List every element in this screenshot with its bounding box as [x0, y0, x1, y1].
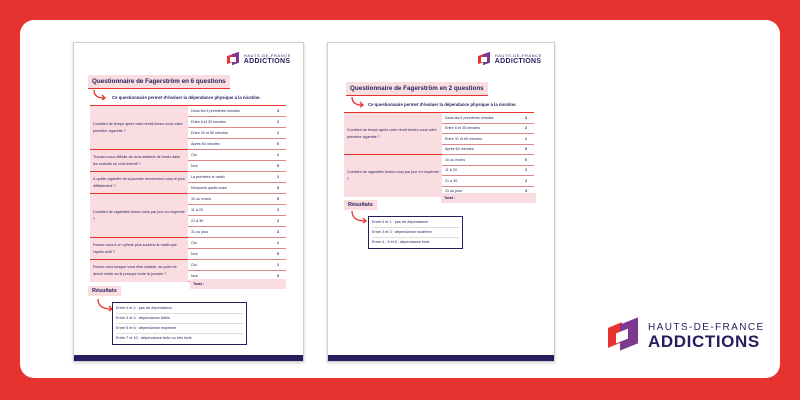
answer-label: Après 60 minutes: [442, 144, 518, 155]
answer-points: 1: [518, 165, 534, 176]
answer-label: 21 à 30: [188, 216, 270, 227]
answer-points: 0: [270, 194, 286, 205]
result-line: Entre 3 et 4 : dépendance faible: [116, 314, 243, 324]
answer-row: [90, 260, 286, 271]
answer-label: Non: [188, 161, 270, 172]
answer-label: Oui: [188, 150, 270, 161]
brand-line1: HAUTS-DE-FRANCE: [648, 321, 765, 333]
answer-points: 1: [270, 150, 286, 161]
question-text: Combien de cigarettes fumez-vous par jour en moyenne ?: [90, 194, 188, 238]
results-title: Résultats: [344, 200, 377, 210]
answer-points: 2: [518, 123, 534, 134]
answer-points: 0: [270, 161, 286, 172]
answer-label: Dans les 5 premières minutes: [442, 113, 518, 124]
brand-logo-small: [478, 52, 542, 66]
answer-label: Oui: [188, 260, 270, 271]
answer-points: 0: [270, 249, 286, 260]
brand-line1: HAUTS-DE-FRANCE: [243, 52, 291, 58]
brand-logo-small: [227, 52, 291, 66]
question-text: Combien de temps après votre réveil fumez-vous votre première cigarette ?: [90, 106, 188, 150]
answer-label: Entre 31 et 60 minutes: [442, 134, 518, 145]
answer-label: Dans les 5 premières minutes: [188, 106, 270, 117]
curved-arrow-icon: [350, 210, 370, 224]
answer-row: [344, 155, 534, 166]
result-line: Entre 5 et 6 : dépendance moyenne: [116, 324, 243, 334]
brand-mark-icon: [608, 319, 642, 353]
answer-row: [90, 238, 286, 249]
total-label: Total :: [193, 282, 205, 286]
questions-table: [90, 105, 286, 282]
answer-points: 0: [270, 139, 286, 150]
answer-points: 0: [518, 144, 534, 155]
question-text: Combien de cigarettes fumez-vous par jour en moyenne ?: [344, 155, 442, 197]
answer-points: 3: [518, 186, 534, 197]
brand-mark-icon: [227, 52, 241, 66]
question-text: Fumez-vous lorsque vous êtes malade, au point de devoir rester au lit presque toute la journée ?: [90, 260, 188, 282]
answer-points: 2: [270, 117, 286, 128]
document-2-questions: [327, 42, 555, 362]
footer-bar: [328, 355, 554, 361]
answer-points: 1: [270, 238, 286, 249]
brand-mark-icon: [478, 52, 492, 66]
curved-arrow-icon: [92, 89, 108, 101]
answer-points: 0: [518, 155, 534, 166]
intro-text: Ce questionnaire permet d'évaluer la dépendance physique à la nicotine.: [112, 95, 261, 100]
answer-points: 3: [518, 113, 534, 124]
answer-label: Entre 6 et 30 minutes: [188, 117, 270, 128]
answer-points: 1: [518, 134, 534, 145]
answer-label: 31 ou plus: [188, 227, 270, 238]
answer-label: 11 à 20: [442, 165, 518, 176]
answer-label: Oui: [188, 238, 270, 249]
total-row: [441, 193, 536, 203]
results-title: Résultats: [88, 286, 121, 296]
document-6-questions: [73, 42, 304, 362]
answer-label: La première le matin: [188, 172, 270, 183]
answer-points: 0: [270, 183, 286, 194]
answer-points: 0: [270, 271, 286, 282]
answer-label: Non: [188, 271, 270, 282]
answer-points: 2: [518, 176, 534, 187]
answer-points: 1: [270, 205, 286, 216]
answer-label: Après 60 minutes: [188, 139, 270, 150]
brand-line2: ADDICTIONS: [243, 57, 291, 65]
brand-line2: ADDICTIONS: [648, 331, 760, 351]
result-line: Entre 0 et 1 : pas de dépendance: [372, 218, 459, 228]
question-text: Fumez-vous à un rythme plus soutenu le matin que l'après-midi ?: [90, 238, 188, 260]
curved-arrow-icon: [350, 96, 366, 108]
answer-label: 10 ou moins: [188, 194, 270, 205]
answer-points: 1: [270, 172, 286, 183]
answer-points: 3: [270, 227, 286, 238]
answer-points: 3: [270, 106, 286, 117]
questions-table: [344, 112, 534, 197]
intro-text: Ce questionnaire permet d'évaluer la dépendance physique à la nicotine.: [368, 102, 517, 107]
questionnaire-title: Questionnaire de Fagerström en 2 questions: [346, 82, 488, 96]
answer-label: 10 ou moins: [442, 155, 518, 166]
answer-row: [90, 150, 286, 161]
result-line: Entre 7 et 10 : dépendance forte ou très forte: [116, 336, 192, 340]
question-text: Combien de temps après votre réveil fumez-vous votre première cigarette ?: [344, 113, 442, 155]
result-line: Entre 2 et 3 : dépendance modérée: [372, 228, 459, 238]
total-label: Total :: [444, 196, 456, 200]
brand-line2: ADDICTIONS: [494, 57, 542, 65]
answer-row: [90, 106, 286, 117]
result-line: Entre 4 ; 5 et 6 : dépendance forte: [372, 240, 430, 244]
footer-bar: [74, 355, 303, 361]
answer-row: [90, 194, 286, 205]
question-text: À quelle cigarette de la journée renonceriez-vous le plus difficilement ?: [90, 172, 188, 194]
questionnaire-title: Questionnaire de Fagerström en 6 questions: [88, 75, 230, 89]
answer-label: Non: [188, 249, 270, 260]
answer-points: 1: [270, 260, 286, 271]
answer-label: 11 à 20: [188, 205, 270, 216]
answer-row: [344, 113, 534, 124]
brand-line1: HAUTS-DE-FRANCE: [494, 52, 542, 58]
question-text: Trouvez-vous difficile de vous abstenir de fumer dans les endroits où c'est interdit ?: [90, 150, 188, 172]
answer-points: 2: [270, 216, 286, 227]
answer-label: 21 à 30: [442, 176, 518, 187]
results-box: [368, 216, 463, 249]
total-row: [190, 279, 286, 289]
answer-label: N'importe quelle autre: [188, 183, 270, 194]
answer-points: 1: [270, 128, 286, 139]
answer-row: [90, 172, 286, 183]
brand-logo-large: [608, 319, 765, 353]
results-box: [112, 302, 247, 345]
answer-label: Entre 6 et 30 minutes: [442, 123, 518, 134]
answer-label: 31 ou plus: [442, 186, 518, 197]
answer-label: Entre 31 et 60 minutes: [188, 128, 270, 139]
result-line: Entre 0 et 2 : pas de dépendance: [116, 304, 243, 314]
